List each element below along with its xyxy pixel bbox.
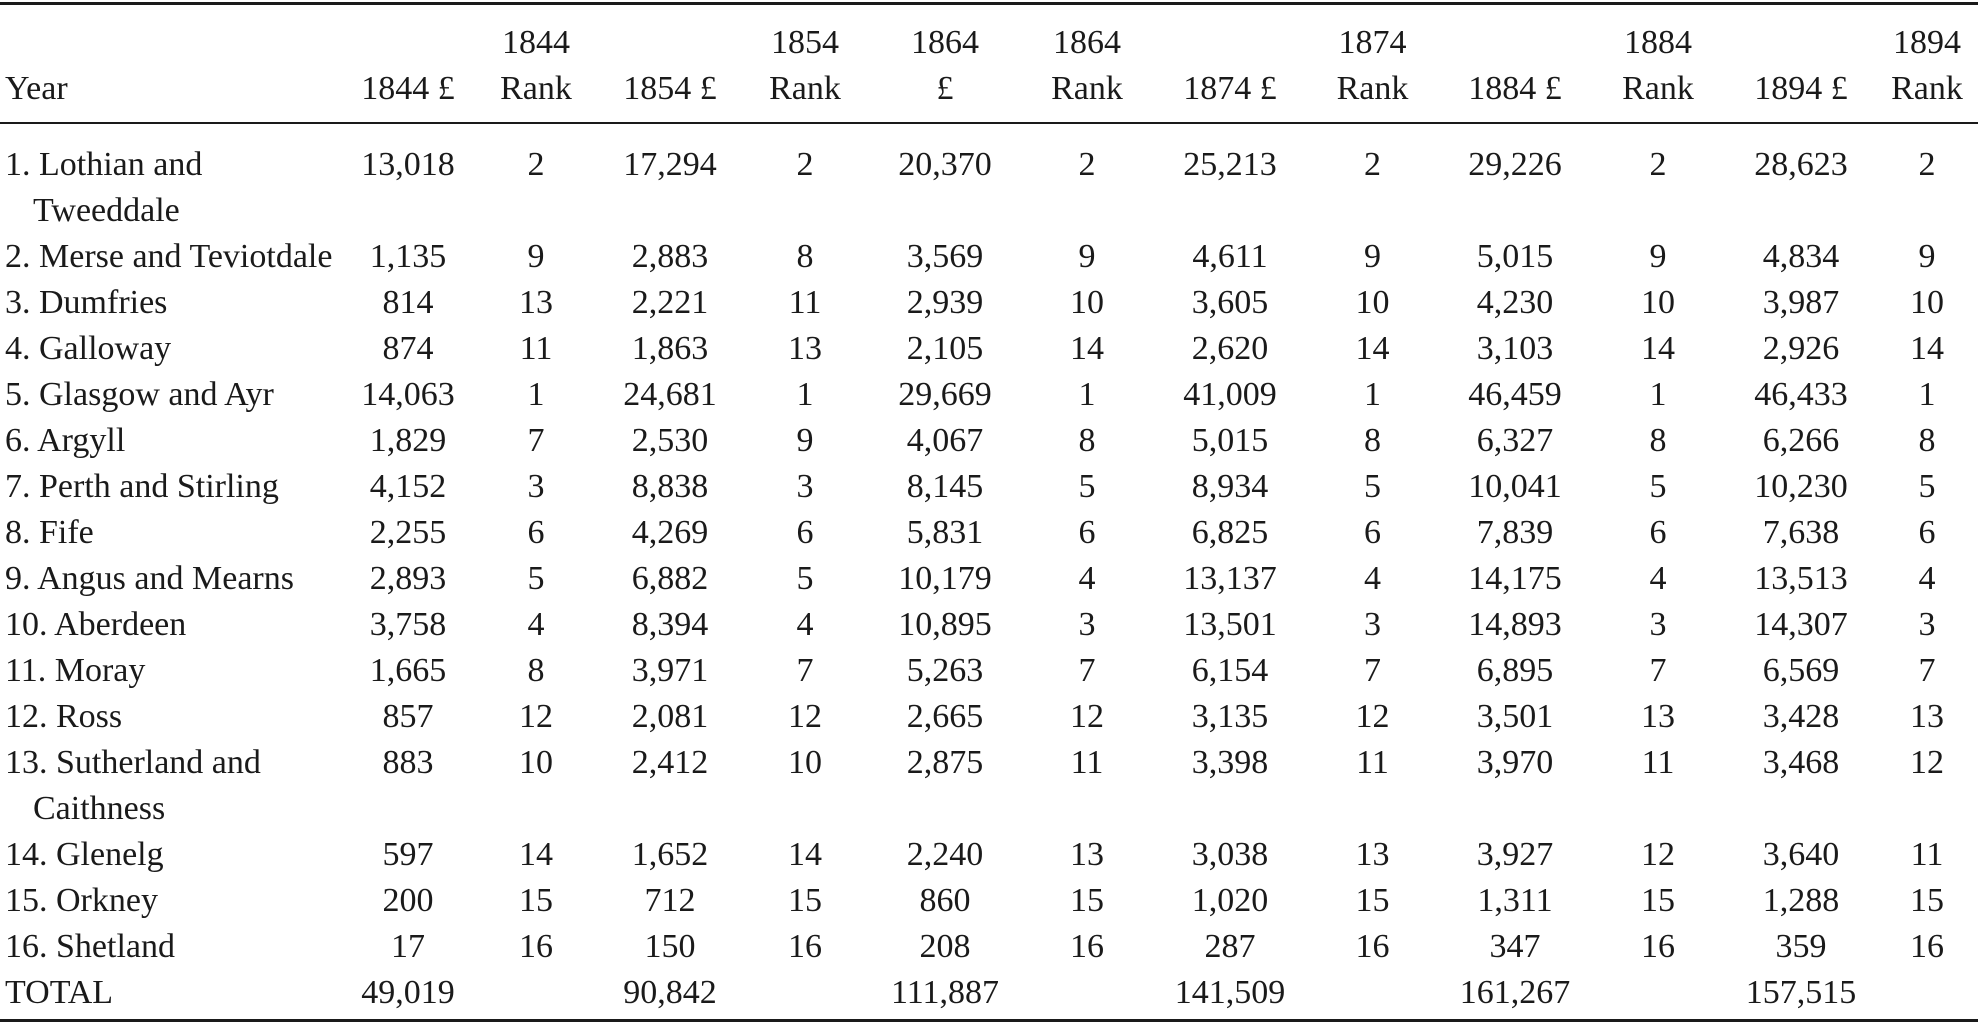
table-cell: 12 bbox=[1641, 836, 1675, 873]
table-cell: 2,939 bbox=[906, 284, 984, 321]
table-cell: 347 bbox=[1489, 928, 1541, 965]
header-col-10 bbox=[1726, 0, 1876, 122]
table-cell: 12 bbox=[788, 698, 822, 735]
table-cell: 8 bbox=[796, 238, 814, 275]
table-cell: 10,179 bbox=[898, 560, 992, 597]
table-cell: 1 bbox=[527, 376, 545, 413]
header-col-line2: £ bbox=[936, 70, 954, 107]
table-cell: 24,681 bbox=[623, 376, 717, 413]
table-cell: 11 bbox=[788, 284, 822, 321]
table-cell: 7 bbox=[1078, 652, 1096, 689]
table-cell: 10 bbox=[519, 744, 553, 781]
table-cell: 14,307 bbox=[1754, 606, 1848, 643]
table-cell: 8 bbox=[1649, 422, 1667, 459]
table-cell: 3 bbox=[1918, 606, 1936, 643]
row-label bbox=[0, 740, 345, 832]
table-cell: 9 bbox=[796, 422, 814, 459]
table-cell: 8 bbox=[1364, 422, 1381, 459]
table-cell: 161,267 bbox=[1459, 974, 1571, 1011]
table-cell: 5,015 bbox=[1476, 238, 1554, 275]
table-cell: 17,294 bbox=[623, 146, 717, 183]
table-cell bbox=[1590, 970, 1726, 1016]
row-label-line1: 9. Angus and Mearns bbox=[5, 560, 294, 597]
row-label-line1: 4. Galloway bbox=[5, 330, 172, 367]
table-cell: 1 bbox=[1364, 376, 1381, 413]
table-cell: 10,230 bbox=[1754, 468, 1848, 505]
table-cell: 3,605 bbox=[1191, 284, 1269, 321]
table-cell: 857 bbox=[382, 698, 434, 735]
table-cell: 13,018 bbox=[361, 146, 455, 183]
table-cell: 14 bbox=[519, 836, 553, 873]
header-year: Year bbox=[5, 70, 68, 107]
table-row bbox=[0, 924, 1978, 970]
table-cell: 2,530 bbox=[631, 422, 709, 459]
table-cell: 5,263 bbox=[906, 652, 984, 689]
table-cell: 2,412 bbox=[631, 744, 709, 781]
header-spacer bbox=[0, 122, 1978, 142]
table-row bbox=[0, 556, 1978, 602]
table-cell: 4 bbox=[1918, 560, 1936, 597]
table-cell: 2,926 bbox=[1762, 330, 1840, 367]
table-cell: 2 bbox=[1364, 146, 1381, 183]
table-cell: 6 bbox=[527, 514, 545, 551]
table-cell: 1,652 bbox=[631, 836, 709, 873]
table-cell: 5 bbox=[796, 560, 814, 597]
table-cell bbox=[1305, 970, 1440, 1016]
table-cell: 860 bbox=[919, 882, 971, 919]
table-cell: 3,758 bbox=[369, 606, 447, 643]
table-cell: 6 bbox=[1078, 514, 1096, 551]
table-cell: 15 bbox=[1641, 882, 1675, 919]
table-cell: 3,569 bbox=[906, 238, 984, 275]
table-cell: 8,394 bbox=[631, 606, 709, 643]
row-label bbox=[0, 556, 345, 602]
bottom-rule bbox=[0, 1019, 1978, 1022]
header-col-line2: Rank bbox=[500, 70, 572, 107]
row-label-line1: 15. Orkney bbox=[5, 882, 158, 919]
table-row bbox=[0, 602, 1978, 648]
table-cell: 8 bbox=[527, 652, 545, 689]
header-col-4 bbox=[871, 0, 1019, 122]
header-col-line2: Rank bbox=[769, 70, 841, 107]
table-cell: 2,875 bbox=[906, 744, 984, 781]
row-label-line1: 2. Merse and Teviotdale bbox=[5, 238, 333, 275]
table-cell: 17 bbox=[391, 928, 425, 965]
table-cell: 8,934 bbox=[1191, 468, 1269, 505]
table-cell: 597 bbox=[382, 836, 434, 873]
table-cell: 3,038 bbox=[1191, 836, 1269, 873]
row-label-line1: 5. Glasgow and Ayr bbox=[5, 376, 274, 413]
header-row bbox=[0, 0, 1978, 122]
table-cell: 4 bbox=[1078, 560, 1096, 597]
table-cell: 3 bbox=[1078, 606, 1096, 643]
table-cell: 15 bbox=[1355, 882, 1390, 919]
row-label-line2: Caithness bbox=[33, 790, 166, 827]
header-col-7 bbox=[1305, 0, 1440, 122]
table-cell: 3,468 bbox=[1762, 744, 1840, 781]
header-col-line2: 1844 £ bbox=[361, 70, 455, 107]
table-cell: 1,311 bbox=[1477, 882, 1553, 919]
table-cell: 49,019 bbox=[361, 974, 455, 1011]
table-cell: 13,501 bbox=[1183, 606, 1277, 643]
table-cell: 4,152 bbox=[369, 468, 447, 505]
table-cell: 6,569 bbox=[1762, 652, 1840, 689]
header-col-line1: 1854 bbox=[771, 24, 839, 61]
table-cell: 2,081 bbox=[631, 698, 709, 735]
table-cell: 13 bbox=[519, 284, 553, 321]
table-cell: 4,067 bbox=[906, 422, 984, 459]
table-cell: 7 bbox=[1649, 652, 1667, 689]
table-cell: 28,623 bbox=[1754, 146, 1848, 183]
table-cell: 10 bbox=[1910, 284, 1944, 321]
header-col-line2: 1874 £ bbox=[1183, 70, 1277, 107]
row-label-line1: 12. Ross bbox=[5, 698, 123, 735]
table-cell: 16 bbox=[1910, 928, 1944, 965]
table-cell: 3 bbox=[796, 468, 814, 505]
table-cell bbox=[1019, 970, 1155, 1016]
row-label bbox=[0, 970, 345, 1016]
table-cell: 4,834 bbox=[1762, 238, 1840, 275]
table-cell: 12 bbox=[1355, 698, 1390, 735]
header-col-line2: 1894 £ bbox=[1754, 70, 1848, 107]
table-cell: 3,103 bbox=[1476, 330, 1554, 367]
table-cell: 11 bbox=[1356, 744, 1389, 781]
row-label-line1: 1. Lothian and bbox=[5, 146, 203, 183]
table-cell: 16 bbox=[1355, 928, 1390, 965]
table-cell: 14 bbox=[1641, 330, 1675, 367]
row-label bbox=[0, 142, 345, 234]
table-cell: 2,665 bbox=[906, 698, 984, 735]
table-cell: 3 bbox=[527, 468, 545, 505]
table-cell: 10,041 bbox=[1468, 468, 1562, 505]
table-cell: 13,137 bbox=[1183, 560, 1277, 597]
table-cell: 46,459 bbox=[1468, 376, 1562, 413]
table-cell: 5 bbox=[1364, 468, 1381, 505]
table-row bbox=[0, 372, 1978, 418]
table-cell: 1,863 bbox=[631, 330, 709, 367]
table-cell: 14 bbox=[1070, 330, 1104, 367]
table-row bbox=[0, 142, 1978, 234]
table-cell: 4,230 bbox=[1476, 284, 1554, 321]
table-cell: 7 bbox=[796, 652, 814, 689]
row-label-line1: 6. Argyll bbox=[5, 422, 126, 459]
table-row bbox=[0, 234, 1978, 280]
row-label-line1: 16. Shetland bbox=[5, 928, 175, 965]
table-cell: 814 bbox=[382, 284, 434, 321]
table-cell bbox=[739, 970, 871, 1016]
row-label bbox=[0, 464, 345, 510]
row-label-line1: 3. Dumfries bbox=[5, 284, 168, 321]
table-cell: 3 bbox=[1649, 606, 1667, 643]
header-col-11 bbox=[1876, 0, 1978, 122]
table-cell: 3,640 bbox=[1762, 836, 1840, 873]
header-col-line1: 1844 bbox=[502, 24, 570, 61]
table-row bbox=[0, 280, 1978, 326]
table-cell: 2,105 bbox=[906, 330, 984, 367]
row-label-line1: 10. Aberdeen bbox=[5, 606, 187, 643]
table-cell: 9 bbox=[1078, 238, 1096, 275]
table-cell: 6,895 bbox=[1476, 652, 1554, 689]
table-cell: 7,839 bbox=[1476, 514, 1554, 551]
table-cell: 8 bbox=[1918, 422, 1936, 459]
row-label bbox=[0, 694, 345, 740]
table-cell: 5 bbox=[1649, 468, 1667, 505]
table-cell: 6 bbox=[1364, 514, 1381, 551]
table-cell bbox=[471, 970, 601, 1016]
table-cell: 14,063 bbox=[361, 376, 455, 413]
table-cell: 9 bbox=[1649, 238, 1667, 275]
table-cell: 46,433 bbox=[1754, 376, 1848, 413]
row-label bbox=[0, 878, 345, 924]
table-cell: 14 bbox=[1910, 330, 1944, 367]
table-cell: 5,015 bbox=[1191, 422, 1269, 459]
table-row bbox=[0, 970, 1978, 1016]
table-cell: 2 bbox=[1649, 146, 1667, 183]
table-cell: 11 bbox=[519, 330, 553, 367]
header-col-5 bbox=[1019, 0, 1155, 122]
table-cell bbox=[1876, 970, 1978, 1016]
table-cell: 20,370 bbox=[898, 146, 992, 183]
table-cell: 1 bbox=[1078, 376, 1096, 413]
table-cell: 7,638 bbox=[1762, 514, 1840, 551]
table-cell: 10 bbox=[1355, 284, 1390, 321]
header-col-line2: Rank bbox=[1336, 70, 1409, 107]
table-cell: 25,213 bbox=[1183, 146, 1277, 183]
row-label-line2: Tweeddale bbox=[33, 192, 180, 229]
row-label-line1: 7. Perth and Stirling bbox=[5, 468, 279, 505]
table-cell: 2,240 bbox=[906, 836, 984, 873]
table-cell: 41,009 bbox=[1183, 376, 1277, 413]
table-cell: 1 bbox=[796, 376, 814, 413]
table-cell: 4,611 bbox=[1192, 238, 1268, 275]
header-col-line1: 1894 bbox=[1893, 24, 1961, 61]
table-cell: 16 bbox=[519, 928, 553, 965]
table-row bbox=[0, 694, 1978, 740]
table-cell: 14 bbox=[1355, 330, 1390, 367]
table-cell: 1,020 bbox=[1191, 882, 1269, 919]
row-label-line1: TOTAL bbox=[5, 974, 114, 1011]
table-cell: 3,398 bbox=[1191, 744, 1269, 781]
table-cell: 13 bbox=[1910, 698, 1944, 735]
table-cell: 2 bbox=[527, 146, 545, 183]
header-col-line1: 1864 bbox=[911, 24, 979, 61]
table-cell: 3,428 bbox=[1762, 698, 1840, 735]
table-cell: 2,221 bbox=[631, 284, 709, 321]
table-cell: 9 bbox=[527, 238, 545, 275]
header-col-8 bbox=[1440, 0, 1590, 122]
table-cell: 15 bbox=[1910, 882, 1944, 919]
table-cell: 29,226 bbox=[1468, 146, 1562, 183]
row-label bbox=[0, 418, 345, 464]
table-cell: 208 bbox=[919, 928, 971, 965]
table-cell: 1,288 bbox=[1762, 882, 1840, 919]
table-cell: 10 bbox=[1641, 284, 1675, 321]
table-cell: 16 bbox=[1641, 928, 1675, 965]
table-cell: 90,842 bbox=[623, 974, 717, 1011]
table-cell: 16 bbox=[788, 928, 822, 965]
table-cell: 14,175 bbox=[1468, 560, 1562, 597]
header-col-1 bbox=[471, 0, 601, 122]
table-cell: 2 bbox=[1078, 146, 1096, 183]
table-cell: 13 bbox=[1070, 836, 1104, 873]
table-cell: 3,135 bbox=[1191, 698, 1269, 735]
table-cell: 11 bbox=[1641, 744, 1675, 781]
table-cell: 13 bbox=[1641, 698, 1675, 735]
table-cell: 2,893 bbox=[369, 560, 447, 597]
table-cell: 13 bbox=[788, 330, 822, 367]
table-cell: 2 bbox=[1918, 146, 1936, 183]
table-cell: 7 bbox=[1918, 652, 1936, 689]
row-label bbox=[0, 648, 345, 694]
table-cell: 5,831 bbox=[906, 514, 984, 551]
table-row bbox=[0, 464, 1978, 510]
header-col-line1: 1864 bbox=[1053, 24, 1121, 61]
table-row bbox=[0, 510, 1978, 556]
table-row bbox=[0, 418, 1978, 464]
table-cell: 15 bbox=[519, 882, 553, 919]
table-cell: 4,269 bbox=[631, 514, 709, 551]
table-cell: 6,825 bbox=[1191, 514, 1269, 551]
table-cell: 5 bbox=[1078, 468, 1096, 505]
header-col-line2: Rank bbox=[1891, 70, 1963, 107]
table-row bbox=[0, 740, 1978, 832]
table-cell: 8,838 bbox=[631, 468, 709, 505]
table-cell: 111,887 bbox=[891, 974, 999, 1011]
table-cell: 14,893 bbox=[1468, 606, 1562, 643]
table-row bbox=[0, 878, 1978, 924]
row-label bbox=[0, 234, 345, 280]
table-cell: 13 bbox=[1355, 836, 1390, 873]
header-col-line2: 1884 £ bbox=[1468, 70, 1562, 107]
table-cell: 6 bbox=[1649, 514, 1667, 551]
table-cell: 3,970 bbox=[1476, 744, 1554, 781]
table-cell: 4 bbox=[796, 606, 814, 643]
table-cell: 3,987 bbox=[1762, 284, 1840, 321]
table-cell: 2 bbox=[796, 146, 814, 183]
row-label bbox=[0, 832, 345, 878]
header-col-line2: Rank bbox=[1622, 70, 1694, 107]
row-label-line1: 11. Moray bbox=[5, 652, 146, 689]
row-label bbox=[0, 510, 345, 556]
table-cell: 874 bbox=[382, 330, 434, 367]
table-cell: 3,971 bbox=[631, 652, 709, 689]
row-label bbox=[0, 280, 345, 326]
table-cell: 15 bbox=[788, 882, 822, 919]
table-cell: 141,509 bbox=[1174, 974, 1286, 1011]
table-cell: 9 bbox=[1918, 238, 1936, 275]
table-cell: 2,620 bbox=[1191, 330, 1269, 367]
table-cell: 359 bbox=[1775, 928, 1827, 965]
table-cell: 16 bbox=[1070, 928, 1104, 965]
table-cell: 157,515 bbox=[1745, 974, 1857, 1011]
table-cell: 13,513 bbox=[1754, 560, 1848, 597]
header-col-line1: 1874 bbox=[1338, 24, 1407, 61]
table-cell: 14 bbox=[788, 836, 822, 873]
header-col-line2: 1854 £ bbox=[623, 70, 717, 107]
table-cell: 6,266 bbox=[1762, 422, 1840, 459]
row-label bbox=[0, 924, 345, 970]
table-cell: 5 bbox=[527, 560, 545, 597]
table-cell: 10 bbox=[788, 744, 822, 781]
table-cell: 1 bbox=[1918, 376, 1936, 413]
row-label bbox=[0, 602, 345, 648]
table-cell: 2,883 bbox=[631, 238, 709, 275]
table-cell: 4 bbox=[1364, 560, 1381, 597]
table-cell: 1,829 bbox=[369, 422, 447, 459]
table-cell: 6 bbox=[1918, 514, 1936, 551]
header-col-line1: 1884 bbox=[1624, 24, 1692, 61]
table-cell: 29,669 bbox=[898, 376, 992, 413]
table-cell: 4 bbox=[1649, 560, 1667, 597]
table-cell: 150 bbox=[644, 928, 696, 965]
table-cell: 1,135 bbox=[369, 238, 447, 275]
table-cell: 287 bbox=[1204, 928, 1256, 965]
table-cell: 8 bbox=[1078, 422, 1096, 459]
table-cell: 4 bbox=[527, 606, 545, 643]
table-cell: 12 bbox=[1070, 698, 1104, 735]
table-cell: 883 bbox=[382, 744, 434, 781]
table-cell: 6,154 bbox=[1191, 652, 1269, 689]
table-cell: 3,501 bbox=[1476, 698, 1554, 735]
row-label-line1: 13. Sutherland and bbox=[5, 744, 261, 781]
table-cell: 3,927 bbox=[1476, 836, 1554, 873]
table-cell: 10 bbox=[1070, 284, 1104, 321]
table-cell: 8,145 bbox=[906, 468, 984, 505]
table-body bbox=[0, 122, 1978, 1016]
table-cell: 7 bbox=[1364, 652, 1381, 689]
table-row bbox=[0, 832, 1978, 878]
row-label-line1: 14. Glenelg bbox=[5, 836, 164, 873]
header-col-0 bbox=[345, 0, 471, 122]
table-cell: 5 bbox=[1918, 468, 1936, 505]
header-col-line2: Rank bbox=[1051, 70, 1123, 107]
table-cell: 11 bbox=[1910, 836, 1944, 873]
row-label bbox=[0, 326, 345, 372]
header-col-9 bbox=[1590, 0, 1726, 122]
table-cell: 11 bbox=[1070, 744, 1104, 781]
table-row bbox=[0, 326, 1978, 372]
table-cell: 200 bbox=[382, 882, 434, 919]
header-col-2 bbox=[601, 0, 739, 122]
table-cell: 3 bbox=[1364, 606, 1381, 643]
table-cell: 15 bbox=[1070, 882, 1104, 919]
table-cell: 9 bbox=[1364, 238, 1381, 275]
table-cell: 1 bbox=[1649, 376, 1667, 413]
header-col-6 bbox=[1155, 0, 1305, 122]
header-col-3 bbox=[739, 0, 871, 122]
row-label bbox=[0, 372, 345, 418]
table-cell: 6,882 bbox=[631, 560, 709, 597]
table-cell: 12 bbox=[519, 698, 553, 735]
table-cell: 12 bbox=[1910, 744, 1944, 781]
table-cell: 2,255 bbox=[369, 514, 447, 551]
table-cell: 7 bbox=[527, 422, 545, 459]
table-cell: 6,327 bbox=[1476, 422, 1554, 459]
table-row bbox=[0, 648, 1978, 694]
row-label-line1: 8. Fife bbox=[5, 514, 94, 551]
table-cell: 10,895 bbox=[898, 606, 992, 643]
table-cell: 1,665 bbox=[369, 652, 447, 689]
table-cell: 712 bbox=[644, 882, 696, 919]
table-cell: 6 bbox=[796, 514, 814, 551]
